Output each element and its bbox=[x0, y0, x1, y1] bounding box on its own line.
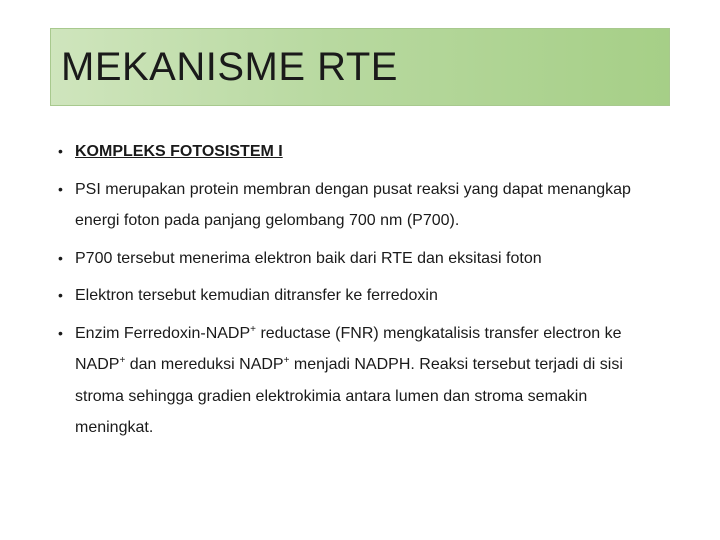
superscript: + bbox=[250, 323, 256, 335]
text-part: reductase (FNR) mengkatalisis transfer electron ke NADP bbox=[75, 324, 622, 373]
bullet-item-fnr bbox=[58, 318, 658, 444]
text-part: Enzim Ferredoxin-NADP bbox=[75, 324, 251, 342]
title-banner bbox=[50, 28, 670, 106]
text-part: dan mereduksi NADP bbox=[125, 356, 284, 373]
superscript: + bbox=[283, 355, 290, 366]
bullet-list bbox=[58, 136, 658, 450]
bullet-text: PSI merupakan protein membran dengan pusat reaksi yang dapat menangkap energi foton pada panjang gelombang 700 nm (P700). bbox=[75, 180, 631, 229]
section-heading: KOMPLEKS FOTOSISTEM I bbox=[75, 143, 283, 160]
bullet-dot-icon: • bbox=[58, 287, 63, 303]
bullet-dot-icon: • bbox=[58, 324, 63, 341]
bullet-item-ferredoxin bbox=[58, 280, 658, 312]
bullet-item-heading bbox=[58, 136, 658, 168]
bullet-item-p700 bbox=[58, 243, 658, 275]
bullet-text: P700 tersebut menerima elektron baik dari RTE dan eksitasi foton bbox=[75, 249, 542, 267]
slide-title: MEKANISME RTE bbox=[61, 44, 398, 89]
bullet-dot-icon: • bbox=[58, 143, 63, 159]
text-part: menjadi NADPH. Reaksi tersebut terjadi di sisi stroma sehingga gradien elektrokimia antara lumen dan stroma semakin meningkat. bbox=[75, 356, 623, 436]
bullet-text: Elektron tersebut kemudian ditransfer ke ferredoxin bbox=[75, 287, 438, 304]
bullet-text bbox=[75, 325, 623, 437]
bullet-item-psi bbox=[58, 174, 658, 237]
bullet-dot-icon: • bbox=[58, 180, 63, 197]
superscript: + bbox=[119, 355, 126, 366]
bullet-dot-icon: • bbox=[58, 249, 63, 266]
